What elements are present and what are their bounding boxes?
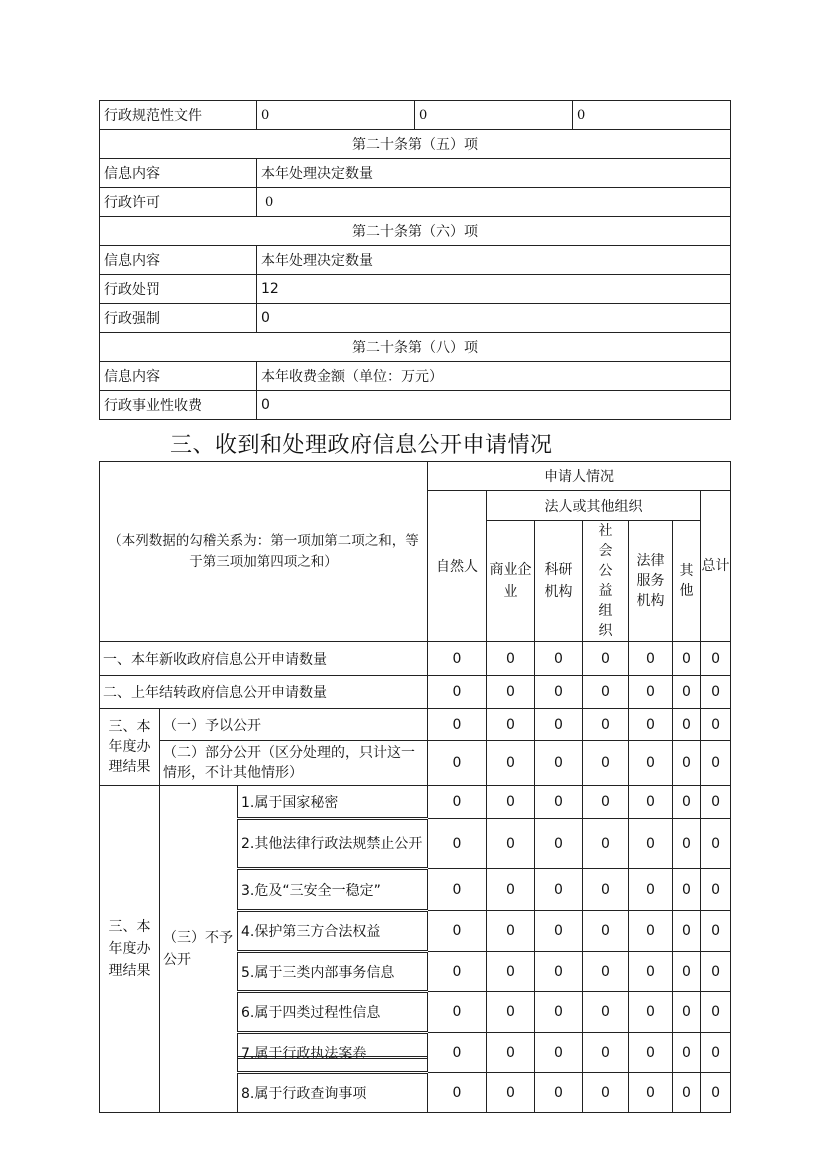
- cell-value: 0: [673, 869, 701, 911]
- cell-value: 0: [535, 642, 583, 676]
- cell-value: 0: [629, 952, 673, 992]
- cell-value: 0: [428, 992, 487, 1033]
- cell-value: 0: [535, 911, 583, 952]
- row-label: 行政强制: [100, 304, 257, 333]
- table-row: [100, 101, 731, 130]
- cell-value: 0: [673, 709, 701, 741]
- cell-value: 0: [673, 819, 701, 869]
- cell-value: 0: [428, 1033, 487, 1073]
- row-label: 7.属于行政执法案卷: [238, 1033, 428, 1073]
- section-title: 第二十条第（五）项: [100, 130, 731, 159]
- cell-value: 0: [535, 741, 583, 786]
- cell-value: 0: [701, 869, 731, 911]
- cell-value: 0: [583, 952, 629, 992]
- article20-table: [99, 100, 731, 420]
- cell-value: 0: [673, 952, 701, 992]
- section-heading: 三、收到和处理政府信息公开申请情况: [170, 433, 553, 458]
- cell-value: 0: [428, 786, 487, 819]
- table-row: [100, 676, 731, 709]
- cell-value: 本年处理决定数量: [257, 246, 731, 275]
- cell-value: 0: [535, 786, 583, 819]
- cell-value: 0: [701, 709, 731, 741]
- section-title-row: [100, 217, 731, 246]
- legal-service-header: 法律服务机构: [629, 521, 673, 642]
- table-row: [100, 159, 731, 188]
- cell-value: 0: [629, 741, 673, 786]
- cell-value: 0: [673, 911, 701, 952]
- social-header: 社会公益组织: [583, 521, 629, 642]
- cell-value: 0: [487, 1073, 535, 1113]
- cell-value: 0: [428, 819, 487, 869]
- row-label: 信息内容: [100, 159, 257, 188]
- section-title-row: [100, 333, 731, 362]
- section3-label: 三、本年度办理结果: [100, 786, 160, 1113]
- cell-value: 0: [673, 642, 701, 676]
- cell-value: 0: [673, 741, 701, 786]
- row-label: 3.危及“三安全一稳定”: [238, 869, 428, 911]
- row-label: 行政处罚: [100, 275, 257, 304]
- cell-value: 0: [487, 869, 535, 911]
- cell-value: 0: [701, 911, 731, 952]
- legal-group-header: 法人或其他组织: [487, 491, 701, 521]
- cell-value: 0: [428, 676, 487, 709]
- cell-value: 0: [701, 952, 731, 992]
- divider: [237, 1056, 427, 1059]
- research-header: 科研机构: [535, 521, 583, 642]
- cell-value: 0: [487, 819, 535, 869]
- commercial-header: 商业企业: [487, 521, 535, 642]
- table-row: [100, 275, 731, 304]
- row-label: 6.属于四类过程性信息: [238, 992, 428, 1033]
- row-label: 信息内容: [100, 246, 257, 275]
- cell-value: 0: [629, 1073, 673, 1113]
- cell-value: 0: [583, 642, 629, 676]
- table-row: [100, 709, 731, 741]
- cell-value: 0: [583, 819, 629, 869]
- table-row: [100, 188, 731, 217]
- row-label: 2.其他法律行政法规禁止公开: [238, 819, 428, 869]
- row-label: 8.属于行政查询事项: [238, 1073, 428, 1113]
- natural-person-header: 自然人: [428, 491, 487, 642]
- table-row: [100, 391, 731, 420]
- cell-value: 0: [629, 1033, 673, 1073]
- section3-label: 三、本年度办理结果: [100, 709, 160, 786]
- cell-value: 0: [487, 741, 535, 786]
- cell-value: 0: [629, 869, 673, 911]
- cell-value: 0: [701, 676, 731, 709]
- row-label: 1.属于国家秘密: [238, 786, 428, 819]
- cell-value: 0: [583, 911, 629, 952]
- cell-value: 0: [428, 952, 487, 992]
- table-row: [100, 246, 731, 275]
- total-header: 总计: [701, 491, 731, 642]
- table-row: [100, 741, 731, 786]
- table-row: [100, 642, 731, 676]
- cell-value: 0: [673, 992, 701, 1033]
- cell-value: 0: [701, 642, 731, 676]
- row-label: 行政事业性收费: [100, 391, 257, 420]
- cell-value: 0: [535, 952, 583, 992]
- cell-value: 0: [583, 1033, 629, 1073]
- cell-value: 0: [257, 101, 415, 130]
- cell-value: 0: [257, 391, 731, 420]
- not-public-label: （三）不予公开: [160, 786, 238, 1113]
- cell-value: 0: [257, 188, 731, 217]
- cell-value: 本年处理决定数量: [257, 159, 731, 188]
- cell-value: 0: [583, 676, 629, 709]
- row-label: 一、本年新收政府信息公开申请数量: [100, 642, 428, 676]
- cell-value: 0: [487, 1033, 535, 1073]
- cell-value: 0: [535, 709, 583, 741]
- row-label: 二、上年结转政府信息公开申请数量: [100, 676, 428, 709]
- table-row: [100, 304, 731, 333]
- cell-value: 0: [701, 992, 731, 1033]
- row-label: 4.保护第三方合法权益: [238, 911, 428, 952]
- cell-value: 0: [629, 911, 673, 952]
- cell-value: 0: [428, 869, 487, 911]
- cell-value: 0: [535, 676, 583, 709]
- cell-value: 0: [487, 911, 535, 952]
- cell-value: 0: [428, 1073, 487, 1113]
- cell-value: 0: [629, 786, 673, 819]
- cell-value: 0: [629, 642, 673, 676]
- cell-value: 0: [535, 819, 583, 869]
- cell-value: 0: [629, 992, 673, 1033]
- cell-value: 0: [673, 1033, 701, 1073]
- cell-value: 0: [415, 101, 573, 130]
- cell-value: 0: [535, 869, 583, 911]
- cell-value: 0: [487, 709, 535, 741]
- cell-value: 0: [583, 786, 629, 819]
- cell-value: 0: [583, 869, 629, 911]
- row-label: 行政许可: [100, 188, 257, 217]
- cell-value: 0: [487, 952, 535, 992]
- cell-value: 0: [535, 1033, 583, 1073]
- other-header: 其他: [673, 521, 701, 642]
- cell-value: 0: [583, 1073, 629, 1113]
- table-row: [100, 786, 731, 819]
- cell-value: 0: [487, 786, 535, 819]
- row-label: （二）部分公开（区分处理的，只计这一情形，不计其他情形）: [160, 741, 428, 786]
- cell-value: 0: [701, 1073, 731, 1113]
- cell-value: 0: [583, 709, 629, 741]
- cell-value: 0: [428, 911, 487, 952]
- cell-value: 12: [257, 275, 731, 304]
- cell-value: 0: [673, 1073, 701, 1113]
- cell-value: 0: [673, 676, 701, 709]
- cell-value: 0: [701, 1033, 731, 1073]
- applicant-header: 申请人情况: [428, 462, 731, 491]
- header-row: [100, 462, 731, 491]
- cell-value: 本年收费金额（单位：万元）: [257, 362, 731, 391]
- section-title-row: [100, 130, 731, 159]
- cell-value: 0: [701, 786, 731, 819]
- row-label: 5.属于三类内部事务信息: [238, 952, 428, 992]
- row-label: 信息内容: [100, 362, 257, 391]
- cell-value: 0: [583, 992, 629, 1033]
- cell-value: 0: [428, 642, 487, 676]
- cell-value: 0: [673, 786, 701, 819]
- cell-value: 0: [629, 676, 673, 709]
- section-title: 第二十条第（六）项: [100, 217, 731, 246]
- table-row: [100, 362, 731, 391]
- cell-value: 0: [629, 819, 673, 869]
- cell-value: 0: [428, 709, 487, 741]
- application-table: [99, 461, 731, 1113]
- row-label: （一）予以公开: [160, 709, 428, 741]
- row-label: 行政规范性文件: [100, 101, 257, 130]
- cell-value: 0: [701, 819, 731, 869]
- section-title: 第二十条第（八）项: [100, 333, 731, 362]
- cell-value: 0: [487, 642, 535, 676]
- corner-note: （本列数据的勾稽关系为：第一项加第二项之和，等于第三项加第四项之和）: [100, 462, 428, 642]
- cell-value: 0: [428, 741, 487, 786]
- cell-value: 0: [257, 304, 731, 333]
- cell-value: 0: [487, 676, 535, 709]
- cell-value: 0: [629, 709, 673, 741]
- cell-value: 0: [583, 741, 629, 786]
- cell-value: 0: [487, 992, 535, 1033]
- cell-value: 0: [701, 741, 731, 786]
- cell-value: 0: [535, 1073, 583, 1113]
- cell-value: 0: [573, 101, 731, 130]
- cell-value: 0: [535, 992, 583, 1033]
